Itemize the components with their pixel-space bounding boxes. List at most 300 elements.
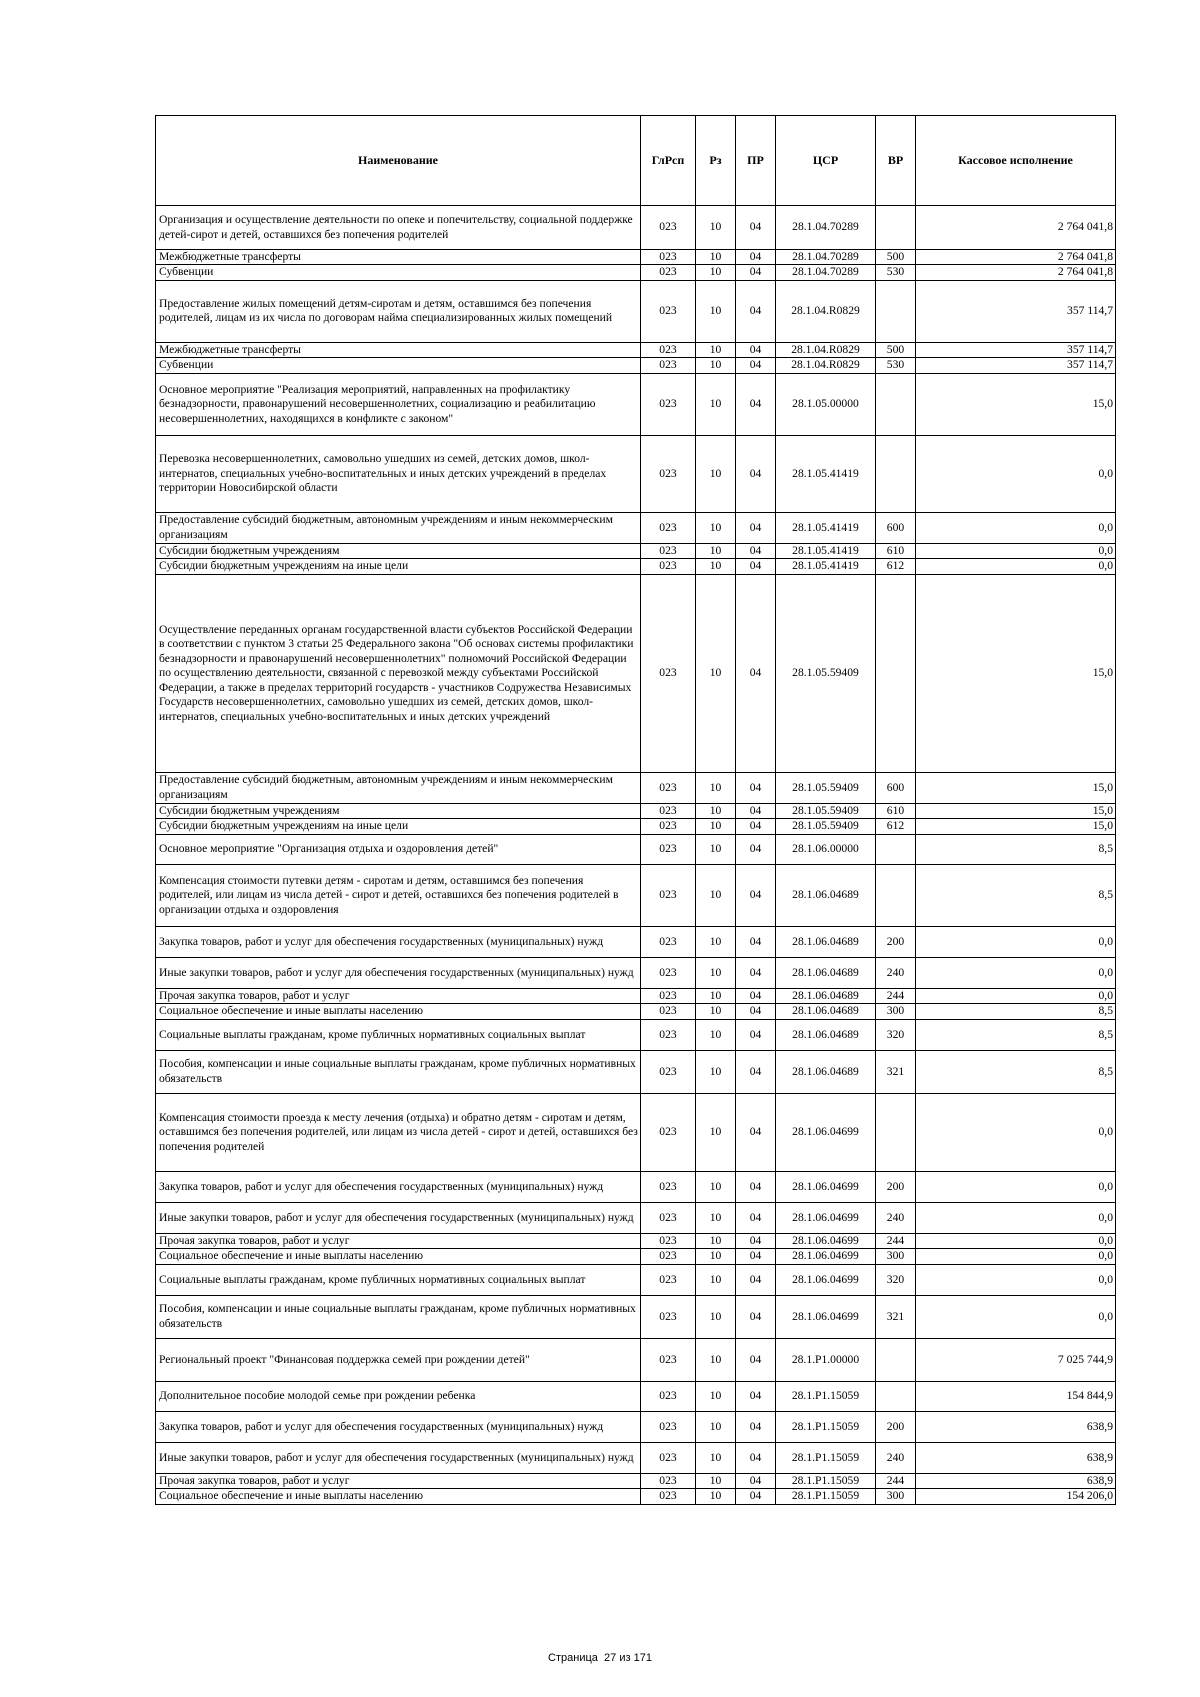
- cell-csr: 28.1.06.04689: [776, 926, 876, 957]
- cell-csr: 28.1.05.59409: [776, 574, 876, 772]
- cell-glrsp: 023: [641, 1093, 696, 1171]
- cell-pr: 04: [736, 957, 776, 988]
- cell-rz: 10: [696, 574, 736, 772]
- table-row: [156, 1489, 1116, 1504]
- row-name-text: Закупка товаров, работ и услуг для обеспечения государственных (муниципальных) нужд: [159, 1419, 604, 1433]
- cell-pr: 04: [736, 1249, 776, 1264]
- cell-glrsp: 023: [641, 1442, 696, 1473]
- row-name-text: Предоставление субсидий бюджетным, автономным учреждениям и иным некоммерческим организациям: [159, 513, 613, 541]
- table-row: [156, 1295, 1116, 1338]
- table-row: [156, 512, 1116, 543]
- cell-name: [156, 1381, 641, 1411]
- cell-name: [156, 988, 641, 1003]
- cell-vr: 321: [876, 1295, 916, 1338]
- cell-pr: 04: [736, 265, 776, 280]
- cell-csr: 28.1.05.59409: [776, 819, 876, 834]
- cell-name: [156, 803, 641, 818]
- cell-rz: 10: [696, 250, 736, 265]
- cell-amount: 154 206,0: [916, 1489, 1116, 1504]
- cell-amount: 8,5: [916, 1019, 1116, 1050]
- table-row: [156, 250, 1116, 265]
- row-name-text: Пособия, компенсации и иные социальные выплаты гражданам, кроме публичных нормативных обязательств: [159, 1302, 636, 1330]
- page-total: 171: [633, 1652, 652, 1664]
- cell-name: [156, 1004, 641, 1019]
- table-body: [156, 206, 1116, 1505]
- cell-glrsp: 023: [641, 280, 696, 342]
- row-name-text: Субсидии бюджетным учреждениям: [159, 543, 340, 557]
- cell-pr: 04: [736, 1004, 776, 1019]
- cell-amount: 154 844,9: [916, 1381, 1116, 1411]
- cell-csr: 28.1.04.R0829: [776, 358, 876, 373]
- cell-vr: 200: [876, 1411, 916, 1442]
- cell-vr: 320: [876, 1019, 916, 1050]
- row-name-text: Прочая закупка товаров, работ и услуг: [159, 988, 350, 1002]
- cell-name: [156, 512, 641, 543]
- cell-amount: 15,0: [916, 803, 1116, 818]
- cell-glrsp: 023: [641, 574, 696, 772]
- cell-rz: 10: [696, 358, 736, 373]
- cell-csr: 28.1.06.04699: [776, 1264, 876, 1295]
- cell-pr: 04: [736, 988, 776, 1003]
- row-name-text: Региональный проект "Финансовая поддержка семей при рождении детей": [159, 1352, 530, 1366]
- cell-pr: 04: [736, 1202, 776, 1233]
- cell-pr: 04: [736, 1295, 776, 1338]
- cell-pr: 04: [736, 803, 776, 818]
- cell-rz: 10: [696, 988, 736, 1003]
- table-row: [156, 1050, 1116, 1093]
- cell-rz: 10: [696, 1473, 736, 1488]
- table-row: [156, 772, 1116, 803]
- cell-amount: 357 114,7: [916, 342, 1116, 357]
- cell-rz: 10: [696, 1264, 736, 1295]
- cell-rz: 10: [696, 772, 736, 803]
- cell-glrsp: 023: [641, 803, 696, 818]
- page-footer: [0, 1652, 1200, 1664]
- row-name-text: Социальные выплаты гражданам, кроме публичных нормативных социальных выплат: [159, 1272, 586, 1286]
- cell-name: [156, 574, 641, 772]
- cell-name: [156, 772, 641, 803]
- cell-pr: 04: [736, 1171, 776, 1202]
- cell-vr: [876, 280, 916, 342]
- cell-amount: 15,0: [916, 574, 1116, 772]
- cell-name: [156, 957, 641, 988]
- cell-amount: 2 764 041,8: [916, 250, 1116, 265]
- cell-amount: 0,0: [916, 957, 1116, 988]
- table-row: [156, 1004, 1116, 1019]
- cell-csr: 28.1.04.70289: [776, 206, 876, 250]
- cell-vr: 610: [876, 543, 916, 558]
- row-name-text: Межбюджетные трансферты: [159, 342, 301, 356]
- cell-pr: 04: [736, 1473, 776, 1488]
- cell-name: [156, 280, 641, 342]
- row-name-text: Иные закупки товаров, работ и услуг для обеспечения государственных (муниципальных) нужд: [159, 1210, 634, 1224]
- cell-glrsp: 023: [641, 1489, 696, 1504]
- cell-name: [156, 206, 641, 250]
- cell-name: [156, 435, 641, 512]
- cell-glrsp: 023: [641, 358, 696, 373]
- budget-execution-table: [155, 115, 1116, 1505]
- table-row: [156, 819, 1116, 834]
- row-name-text: Социальное обеспечение и иные выплаты населению: [159, 1004, 424, 1018]
- cell-vr: 612: [876, 559, 916, 574]
- cell-name: [156, 819, 641, 834]
- cell-vr: 600: [876, 772, 916, 803]
- row-name-text: Субвенции: [159, 265, 214, 279]
- cell-rz: 10: [696, 1093, 736, 1171]
- cell-csr: 28.1.06.04699: [776, 1233, 876, 1248]
- cell-csr: 28.1.06.04689: [776, 957, 876, 988]
- cell-name: [156, 1295, 641, 1338]
- table-row: [156, 1381, 1116, 1411]
- cell-rz: 10: [696, 265, 736, 280]
- cell-glrsp: 023: [641, 1249, 696, 1264]
- row-name-text: Иные закупки товаров, работ и услуг для обеспечения государственных (муниципальных) нужд: [159, 965, 634, 979]
- cell-pr: 04: [736, 772, 776, 803]
- cell-vr: 300: [876, 1004, 916, 1019]
- cell-pr: 04: [736, 864, 776, 926]
- cell-pr: 04: [736, 342, 776, 357]
- cell-name: [156, 1050, 641, 1093]
- cell-amount: 8,5: [916, 834, 1116, 864]
- cell-vr: 612: [876, 819, 916, 834]
- cell-csr: 28.1.P1.15059: [776, 1442, 876, 1473]
- cell-glrsp: 023: [641, 435, 696, 512]
- cell-rz: 10: [696, 1171, 736, 1202]
- cell-amount: 0,0: [916, 435, 1116, 512]
- cell-vr: 244: [876, 988, 916, 1003]
- cell-glrsp: 023: [641, 1202, 696, 1233]
- cell-vr: [876, 834, 916, 864]
- cell-pr: 04: [736, 543, 776, 558]
- header-pr: ПР: [736, 116, 776, 206]
- table-row: [156, 574, 1116, 772]
- cell-glrsp: 023: [641, 1004, 696, 1019]
- cell-name: [156, 1442, 641, 1473]
- cell-vr: 600: [876, 512, 916, 543]
- cell-csr: 28.1.05.41419: [776, 435, 876, 512]
- cell-pr: 04: [736, 435, 776, 512]
- cell-name: [156, 1489, 641, 1504]
- cell-amount: 0,0: [916, 1264, 1116, 1295]
- table-row: [156, 1093, 1116, 1171]
- cell-csr: 28.1.06.04689: [776, 1004, 876, 1019]
- cell-vr: 240: [876, 1202, 916, 1233]
- cell-csr: 28.1.05.41419: [776, 543, 876, 558]
- cell-glrsp: 023: [641, 206, 696, 250]
- cell-amount: 0,0: [916, 559, 1116, 574]
- cell-vr: 610: [876, 803, 916, 818]
- row-name-text: Предоставление субсидий бюджетным, автономным учреждениям и иным некоммерческим организациям: [159, 773, 613, 801]
- cell-name: [156, 559, 641, 574]
- table-row: [156, 1442, 1116, 1473]
- cell-csr: 28.1.04.70289: [776, 265, 876, 280]
- cell-rz: 10: [696, 803, 736, 818]
- cell-vr: [876, 1093, 916, 1171]
- cell-pr: 04: [736, 559, 776, 574]
- row-name-text: Социальное обеспечение и иные выплаты населению: [159, 1249, 424, 1263]
- cell-pr: 04: [736, 1264, 776, 1295]
- cell-amount: 8,5: [916, 1004, 1116, 1019]
- cell-rz: 10: [696, 342, 736, 357]
- cell-vr: 200: [876, 1171, 916, 1202]
- cell-name: [156, 1171, 641, 1202]
- cell-rz: 10: [696, 373, 736, 435]
- cell-csr: 28.1.05.41419: [776, 559, 876, 574]
- cell-csr: 28.1.P1.00000: [776, 1338, 876, 1381]
- page-of: из: [619, 1652, 631, 1664]
- cell-rz: 10: [696, 1233, 736, 1248]
- table-row: [156, 1171, 1116, 1202]
- cell-name: [156, 1233, 641, 1248]
- cell-vr: 500: [876, 250, 916, 265]
- cell-amount: 357 114,7: [916, 358, 1116, 373]
- cell-vr: [876, 1381, 916, 1411]
- row-name-text: Пособия, компенсации и иные социальные выплаты гражданам, кроме публичных нормативных обязательств: [159, 1057, 636, 1085]
- cell-rz: 10: [696, 1249, 736, 1264]
- cell-name: [156, 1264, 641, 1295]
- cell-rz: 10: [696, 1489, 736, 1504]
- row-name-text: Предоставление жилых помещений детям-сиротам и детям, оставшимся без попечения родителей, лицам из их числа по договорам найма специализированных жилых помещений: [159, 296, 613, 325]
- cell-name: [156, 373, 641, 435]
- cell-glrsp: 023: [641, 559, 696, 574]
- cell-rz: 10: [696, 1411, 736, 1442]
- table-row: [156, 342, 1116, 357]
- cell-pr: 04: [736, 373, 776, 435]
- table-row: [156, 1249, 1116, 1264]
- row-name-text: Закупка товаров, работ и услуг для обеспечения государственных (муниципальных) нужд: [159, 1179, 604, 1193]
- row-name-text: Дополнительное пособие молодой семье при рождении ребенка: [159, 1389, 476, 1403]
- cell-csr: 28.1.06.04699: [776, 1202, 876, 1233]
- cell-rz: 10: [696, 280, 736, 342]
- cell-amount: 638,9: [916, 1442, 1116, 1473]
- cell-amount: 0,0: [916, 1093, 1116, 1171]
- row-name-text: Компенсация стоимости путевки детям - сиротам и детям, оставшимся без попечения родителей, или лицам из числа детей - сирот и детей, оставшихся без попечения родителей в организации отдыха и оздоровления: [159, 873, 619, 916]
- cell-pr: 04: [736, 574, 776, 772]
- cell-name: [156, 1473, 641, 1488]
- cell-rz: 10: [696, 1202, 736, 1233]
- cell-rz: 10: [696, 1442, 736, 1473]
- cell-rz: 10: [696, 1019, 736, 1050]
- cell-vr: 244: [876, 1473, 916, 1488]
- cell-pr: 04: [736, 280, 776, 342]
- cell-pr: 04: [736, 250, 776, 265]
- cell-pr: 04: [736, 512, 776, 543]
- header-name: Наименование: [156, 116, 641, 206]
- row-name-text: Компенсация стоимости проезда к месту лечения (отдыха) и обратно детям - сиротам и детям, оставшимся без попечения родителей, или лицам из числа детей - сирот и детей, оставшихся без попечения родителей: [159, 1110, 638, 1153]
- cell-pr: 04: [736, 1233, 776, 1248]
- cell-pr: 04: [736, 1381, 776, 1411]
- cell-rz: 10: [696, 1381, 736, 1411]
- cell-csr: 28.1.06.04689: [776, 1019, 876, 1050]
- cell-amount: 0,0: [916, 1202, 1116, 1233]
- table-row: [156, 957, 1116, 988]
- row-name-text: Межбюджетные трансферты: [159, 250, 301, 263]
- table-row: [156, 834, 1116, 864]
- row-name-text: Прочая закупка товаров, работ и услуг: [159, 1233, 350, 1247]
- row-name-text: Субвенции: [159, 358, 214, 372]
- cell-name: [156, 265, 641, 280]
- cell-pr: 04: [736, 834, 776, 864]
- table-row: [156, 1338, 1116, 1381]
- cell-vr: 530: [876, 358, 916, 373]
- cell-name: [156, 342, 641, 357]
- cell-csr: 28.1.P1.15059: [776, 1473, 876, 1488]
- table-row: [156, 864, 1116, 926]
- cell-glrsp: 023: [641, 1019, 696, 1050]
- cell-amount: 15,0: [916, 373, 1116, 435]
- cell-amount: 0,0: [916, 1233, 1116, 1248]
- row-name-text: Социальные выплаты гражданам, кроме публичных нормативных социальных выплат: [159, 1027, 586, 1041]
- cell-rz: 10: [696, 864, 736, 926]
- cell-name: [156, 543, 641, 558]
- table-row: [156, 1019, 1116, 1050]
- cell-rz: 10: [696, 926, 736, 957]
- cell-csr: 28.1.06.04699: [776, 1171, 876, 1202]
- table-row: [156, 1264, 1116, 1295]
- cell-rz: 10: [696, 435, 736, 512]
- cell-name: [156, 1338, 641, 1381]
- row-name-text: Социальное обеспечение и иные выплаты населению: [159, 1489, 424, 1503]
- cell-name: [156, 1019, 641, 1050]
- page-label: Страница: [548, 1652, 598, 1664]
- table-row: [156, 926, 1116, 957]
- header-amount: Кассовое исполнение: [916, 116, 1116, 206]
- table-row: [156, 265, 1116, 280]
- cell-name: [156, 358, 641, 373]
- table-row: [156, 358, 1116, 373]
- row-name-text: Осуществление переданных органам государственной власти субъектов Российской Федерации в соответствии с пунктом 3 статьи 25 Федерального закона "Об основах системы профилактики безнадзорности и правонарушений несовершеннолетних" полномочий Российской Федерации по осуществлению деятельности, связанной с перевозкой между субъектами Российской Федерации, а также в пределах территорий государств - участников Содружества Независимых Государств несовершеннолетних, самовольно ушедших из семей, детских домов, школ-интернатов, специальных учебно-воспитательных и иных детских учреждений: [159, 622, 634, 723]
- table-row: [156, 559, 1116, 574]
- cell-amount: 15,0: [916, 772, 1116, 803]
- row-name-text: Субсидии бюджетным учреждениям на иные цели: [159, 559, 409, 573]
- cell-csr: 28.1.05.59409: [776, 803, 876, 818]
- cell-vr: [876, 1338, 916, 1381]
- cell-csr: 28.1.P1.15059: [776, 1381, 876, 1411]
- cell-rz: 10: [696, 1004, 736, 1019]
- cell-amount: 638,9: [916, 1411, 1116, 1442]
- cell-rz: 10: [696, 1050, 736, 1093]
- cell-name: [156, 250, 641, 265]
- cell-glrsp: 023: [641, 1171, 696, 1202]
- table-row: [156, 280, 1116, 342]
- cell-vr: 530: [876, 265, 916, 280]
- cell-rz: 10: [696, 206, 736, 250]
- cell-vr: 200: [876, 926, 916, 957]
- cell-glrsp: 023: [641, 1295, 696, 1338]
- cell-csr: 28.1.06.04689: [776, 864, 876, 926]
- cell-csr: 28.1.06.04689: [776, 1050, 876, 1093]
- cell-rz: 10: [696, 834, 736, 864]
- cell-csr: 28.1.05.00000: [776, 373, 876, 435]
- cell-amount: 15,0: [916, 819, 1116, 834]
- cell-pr: 04: [736, 1338, 776, 1381]
- cell-amount: 2 764 041,8: [916, 265, 1116, 280]
- cell-pr: 04: [736, 1442, 776, 1473]
- cell-glrsp: 023: [641, 1233, 696, 1248]
- cell-glrsp: 023: [641, 864, 696, 926]
- cell-amount: 0,0: [916, 543, 1116, 558]
- row-name-text: Основное мероприятие "Организация отдыха и оздоровления детей": [159, 842, 499, 856]
- header-glrsp: ГлРсп: [641, 116, 696, 206]
- cell-pr: 04: [736, 1489, 776, 1504]
- cell-amount: 2 764 041,8: [916, 206, 1116, 250]
- cell-pr: 04: [736, 206, 776, 250]
- table-header-row: [156, 116, 1116, 206]
- cell-vr: [876, 206, 916, 250]
- cell-csr: 28.1.04.R0829: [776, 342, 876, 357]
- header-rz: Рз: [696, 116, 736, 206]
- cell-pr: 04: [736, 1019, 776, 1050]
- cell-glrsp: 023: [641, 1411, 696, 1442]
- cell-name: [156, 1249, 641, 1264]
- cell-csr: 28.1.06.00000: [776, 834, 876, 864]
- table-row: [156, 206, 1116, 250]
- table-row: [156, 373, 1116, 435]
- cell-glrsp: 023: [641, 1264, 696, 1295]
- cell-rz: 10: [696, 819, 736, 834]
- cell-pr: 04: [736, 358, 776, 373]
- row-name-text: Иные закупки товаров, работ и услуг для обеспечения государственных (муниципальных) нужд: [159, 1450, 634, 1464]
- cell-pr: 04: [736, 1093, 776, 1171]
- cell-vr: [876, 864, 916, 926]
- header-csr: ЦСР: [776, 116, 876, 206]
- cell-vr: 500: [876, 342, 916, 357]
- cell-amount: 0,0: [916, 926, 1116, 957]
- cell-amount: 0,0: [916, 512, 1116, 543]
- table-row: [156, 988, 1116, 1003]
- cell-name: [156, 1202, 641, 1233]
- cell-rz: 10: [696, 559, 736, 574]
- cell-amount: 7 025 744,9: [916, 1338, 1116, 1381]
- cell-csr: 28.1.06.04699: [776, 1093, 876, 1171]
- cell-name: [156, 1093, 641, 1171]
- cell-amount: 0,0: [916, 1295, 1116, 1338]
- cell-glrsp: 023: [641, 543, 696, 558]
- cell-vr: 320: [876, 1264, 916, 1295]
- cell-amount: 0,0: [916, 1249, 1116, 1264]
- cell-glrsp: 023: [641, 250, 696, 265]
- table-row: [156, 1411, 1116, 1442]
- cell-name: [156, 1411, 641, 1442]
- cell-pr: 04: [736, 1411, 776, 1442]
- table-row: [156, 1202, 1116, 1233]
- cell-vr: [876, 373, 916, 435]
- cell-vr: [876, 574, 916, 772]
- cell-pr: 04: [736, 819, 776, 834]
- cell-csr: 28.1.06.04699: [776, 1249, 876, 1264]
- cell-vr: 244: [876, 1233, 916, 1248]
- row-name-text: Организация и осуществление деятельности по опеке и попечительству, социальной поддержке детей-сирот и детей, оставшихся без попечения родителей: [159, 213, 633, 241]
- cell-vr: [876, 435, 916, 512]
- cell-rz: 10: [696, 1338, 736, 1381]
- row-name-text: Перевозка несовершеннолетних, самовольно ушедших из семей, детских домов, школ-интернатов, специальных учебно-воспитательных и иных детских учреждений в пределах территории Новосибирской области: [159, 452, 607, 495]
- cell-csr: 28.1.P1.15059: [776, 1489, 876, 1504]
- cell-name: [156, 834, 641, 864]
- cell-csr: 28.1.05.41419: [776, 512, 876, 543]
- cell-csr: 28.1.05.59409: [776, 772, 876, 803]
- cell-rz: 10: [696, 957, 736, 988]
- cell-glrsp: 023: [641, 988, 696, 1003]
- table-row: [156, 1233, 1116, 1248]
- cell-csr: 28.1.06.04699: [776, 1295, 876, 1338]
- table-row: [156, 435, 1116, 512]
- cell-glrsp: 023: [641, 373, 696, 435]
- page-number: 27: [604, 1652, 617, 1664]
- cell-glrsp: 023: [641, 342, 696, 357]
- cell-csr: 28.1.04.R0829: [776, 280, 876, 342]
- cell-amount: 0,0: [916, 1171, 1116, 1202]
- cell-pr: 04: [736, 1050, 776, 1093]
